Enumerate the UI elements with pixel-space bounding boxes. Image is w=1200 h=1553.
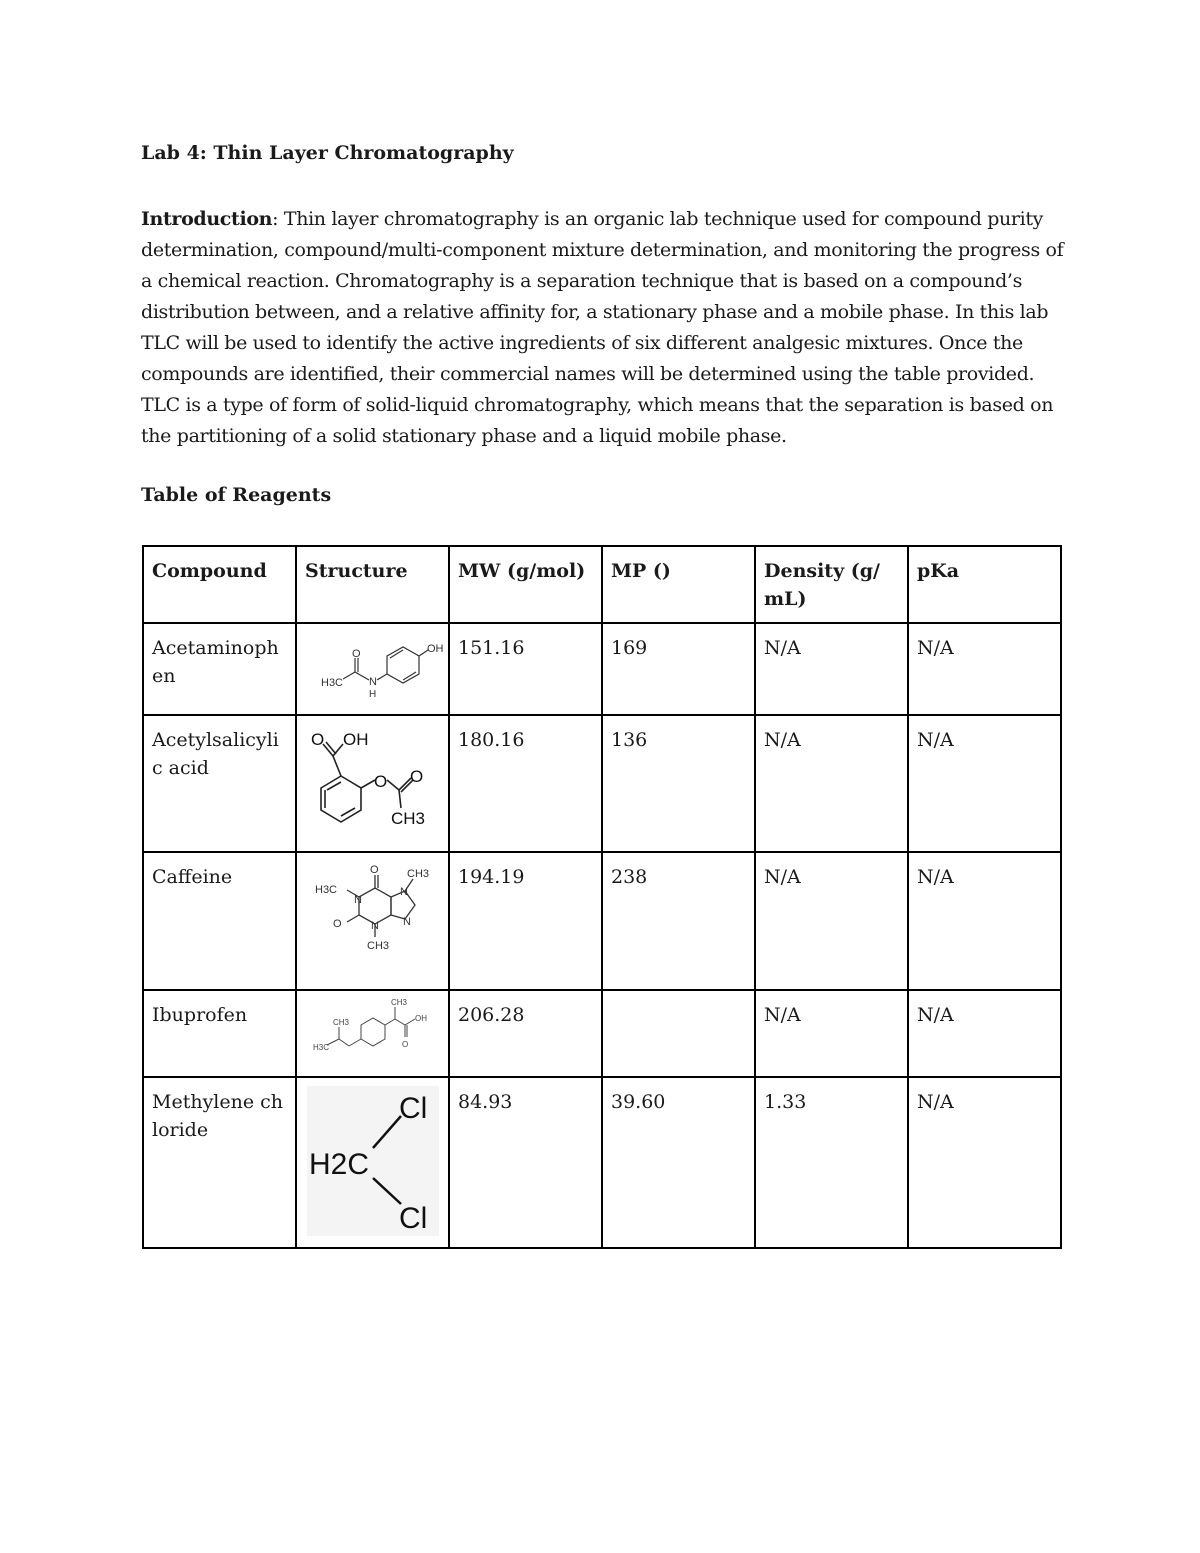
- header-density: Density (g/mL): [755, 546, 908, 623]
- table-header-row: [143, 546, 1061, 623]
- caffeine-n4-label: N: [403, 916, 411, 928]
- ibuprofen-o-label: O: [402, 1040, 409, 1049]
- table-row: [143, 852, 1061, 990]
- aspirin-ch3-label: CH3: [391, 809, 426, 828]
- cell-structure: [296, 852, 449, 990]
- table-row: [143, 623, 1061, 715]
- cell-structure: [296, 715, 449, 852]
- cell-density: N/A: [755, 990, 908, 1077]
- ibuprofen-structure-icon: [303, 995, 441, 1069]
- cell-structure: [296, 1077, 449, 1248]
- cell-pka: N/A: [908, 623, 1061, 715]
- ibuprofen-ch3b-label: CH3: [333, 1018, 350, 1027]
- ibuprofen-oh-label: OH: [415, 1014, 427, 1023]
- cell-mp: 238: [602, 852, 755, 990]
- cell-mw: 206.28: [449, 990, 602, 1077]
- cell-compound: Methylene chloride: [143, 1077, 296, 1248]
- reagents-table: [142, 545, 1062, 1249]
- cell-mp: 169: [602, 623, 755, 715]
- acetaminophen-o-label: O: [352, 648, 361, 660]
- header-compound: Compound: [143, 546, 296, 623]
- acetaminophen-h-label: H: [369, 689, 377, 700]
- methylene-cl1-label: Cl: [399, 1092, 428, 1125]
- cell-density: N/A: [755, 715, 908, 852]
- aspirin-o3-label: O: [410, 767, 424, 786]
- caffeine-h3c-label: H3C: [315, 884, 338, 896]
- cell-compound: Ibuprofen: [143, 990, 296, 1077]
- header-pka: pKa: [908, 546, 1061, 623]
- cell-mw: 84.93: [449, 1077, 602, 1248]
- cell-mp: [602, 990, 755, 1077]
- cell-mp: 136: [602, 715, 755, 852]
- table-row: [143, 990, 1061, 1077]
- cell-mw: 180.16: [449, 715, 602, 852]
- cell-mp: 39.60: [602, 1077, 755, 1248]
- methylene-cl2-label: Cl: [399, 1202, 428, 1235]
- header-mw: MW (g/mol): [449, 546, 602, 623]
- aspirin-o2-label: O: [374, 772, 388, 791]
- methylene-h2c-label: H2C: [309, 1148, 370, 1181]
- cell-density: 1.33: [755, 1077, 908, 1248]
- cell-mw: 151.16: [449, 623, 602, 715]
- cell-pka: N/A: [908, 1077, 1061, 1248]
- caffeine-ch3a-label: CH3: [407, 868, 430, 880]
- caffeine-structure-icon: [303, 857, 441, 981]
- cell-mw: 194.19: [449, 852, 602, 990]
- caffeine-n3-label: N: [371, 920, 379, 932]
- cell-compound: Acetylsalicylic acid: [143, 715, 296, 852]
- methylene-chloride-structure-icon: [303, 1082, 441, 1240]
- cell-structure: [296, 623, 449, 715]
- page-title: Lab 4: Thin Layer Chromatography: [141, 142, 514, 164]
- cell-pka: N/A: [908, 852, 1061, 990]
- header-structure: Structure: [296, 546, 449, 623]
- caffeine-n1-label: N: [354, 894, 362, 906]
- cell-compound: Caffeine: [143, 852, 296, 990]
- ibuprofen-h3c-label: H3C: [313, 1043, 330, 1052]
- cell-pka: N/A: [908, 715, 1061, 852]
- table-row: [143, 1077, 1061, 1248]
- cell-compound: Acetaminophen: [143, 623, 296, 715]
- caffeine-o2-label: O: [333, 918, 342, 930]
- introduction-paragraph: [141, 204, 1066, 452]
- cell-density: N/A: [755, 623, 908, 715]
- cell-structure: [296, 990, 449, 1077]
- aspirin-oh-label: OH: [343, 730, 369, 749]
- cell-pka: N/A: [908, 990, 1061, 1077]
- introduction-label: Introduction: [141, 208, 273, 230]
- caffeine-n2-label: N: [400, 886, 408, 898]
- acetaminophen-h3c-label: H3C: [321, 677, 344, 689]
- introduction-text: : Thin layer chromatography is an organic lab technique used for compound purity determination, compound/multi-component mixture determination, and monitoring the progress of a chemical reaction. Chromatography is a separation technique that is based on a compound’s distribution between, and a relative affinity for, a stationary phase and a mobile phase. In this lab TLC will be used to identify the active ingredients of six different analgesic mixtures. Once the compounds are identified, their commercial names will be determined using the table provided. TLC is a type of form of solid-liquid chromatography, which means that the separation is based on the partitioning of a solid stationary phase and a liquid mobile phase.: [141, 208, 1064, 447]
- acetylsalicylic-acid-structure-icon: [303, 720, 441, 844]
- ibuprofen-ch3a-label: CH3: [391, 998, 408, 1007]
- cell-density: N/A: [755, 852, 908, 990]
- aspirin-o1-label: O: [311, 730, 325, 749]
- header-mp: MP (): [602, 546, 755, 623]
- caffeine-ch3b-label: CH3: [367, 940, 390, 952]
- acetaminophen-structure-icon: [303, 628, 444, 708]
- acetaminophen-oh-label: OH: [427, 643, 444, 655]
- table-heading: Table of Reagents: [141, 484, 332, 506]
- table-row: [143, 715, 1061, 852]
- caffeine-o1-label: O: [370, 864, 379, 876]
- acetaminophen-n-label: N: [369, 676, 377, 688]
